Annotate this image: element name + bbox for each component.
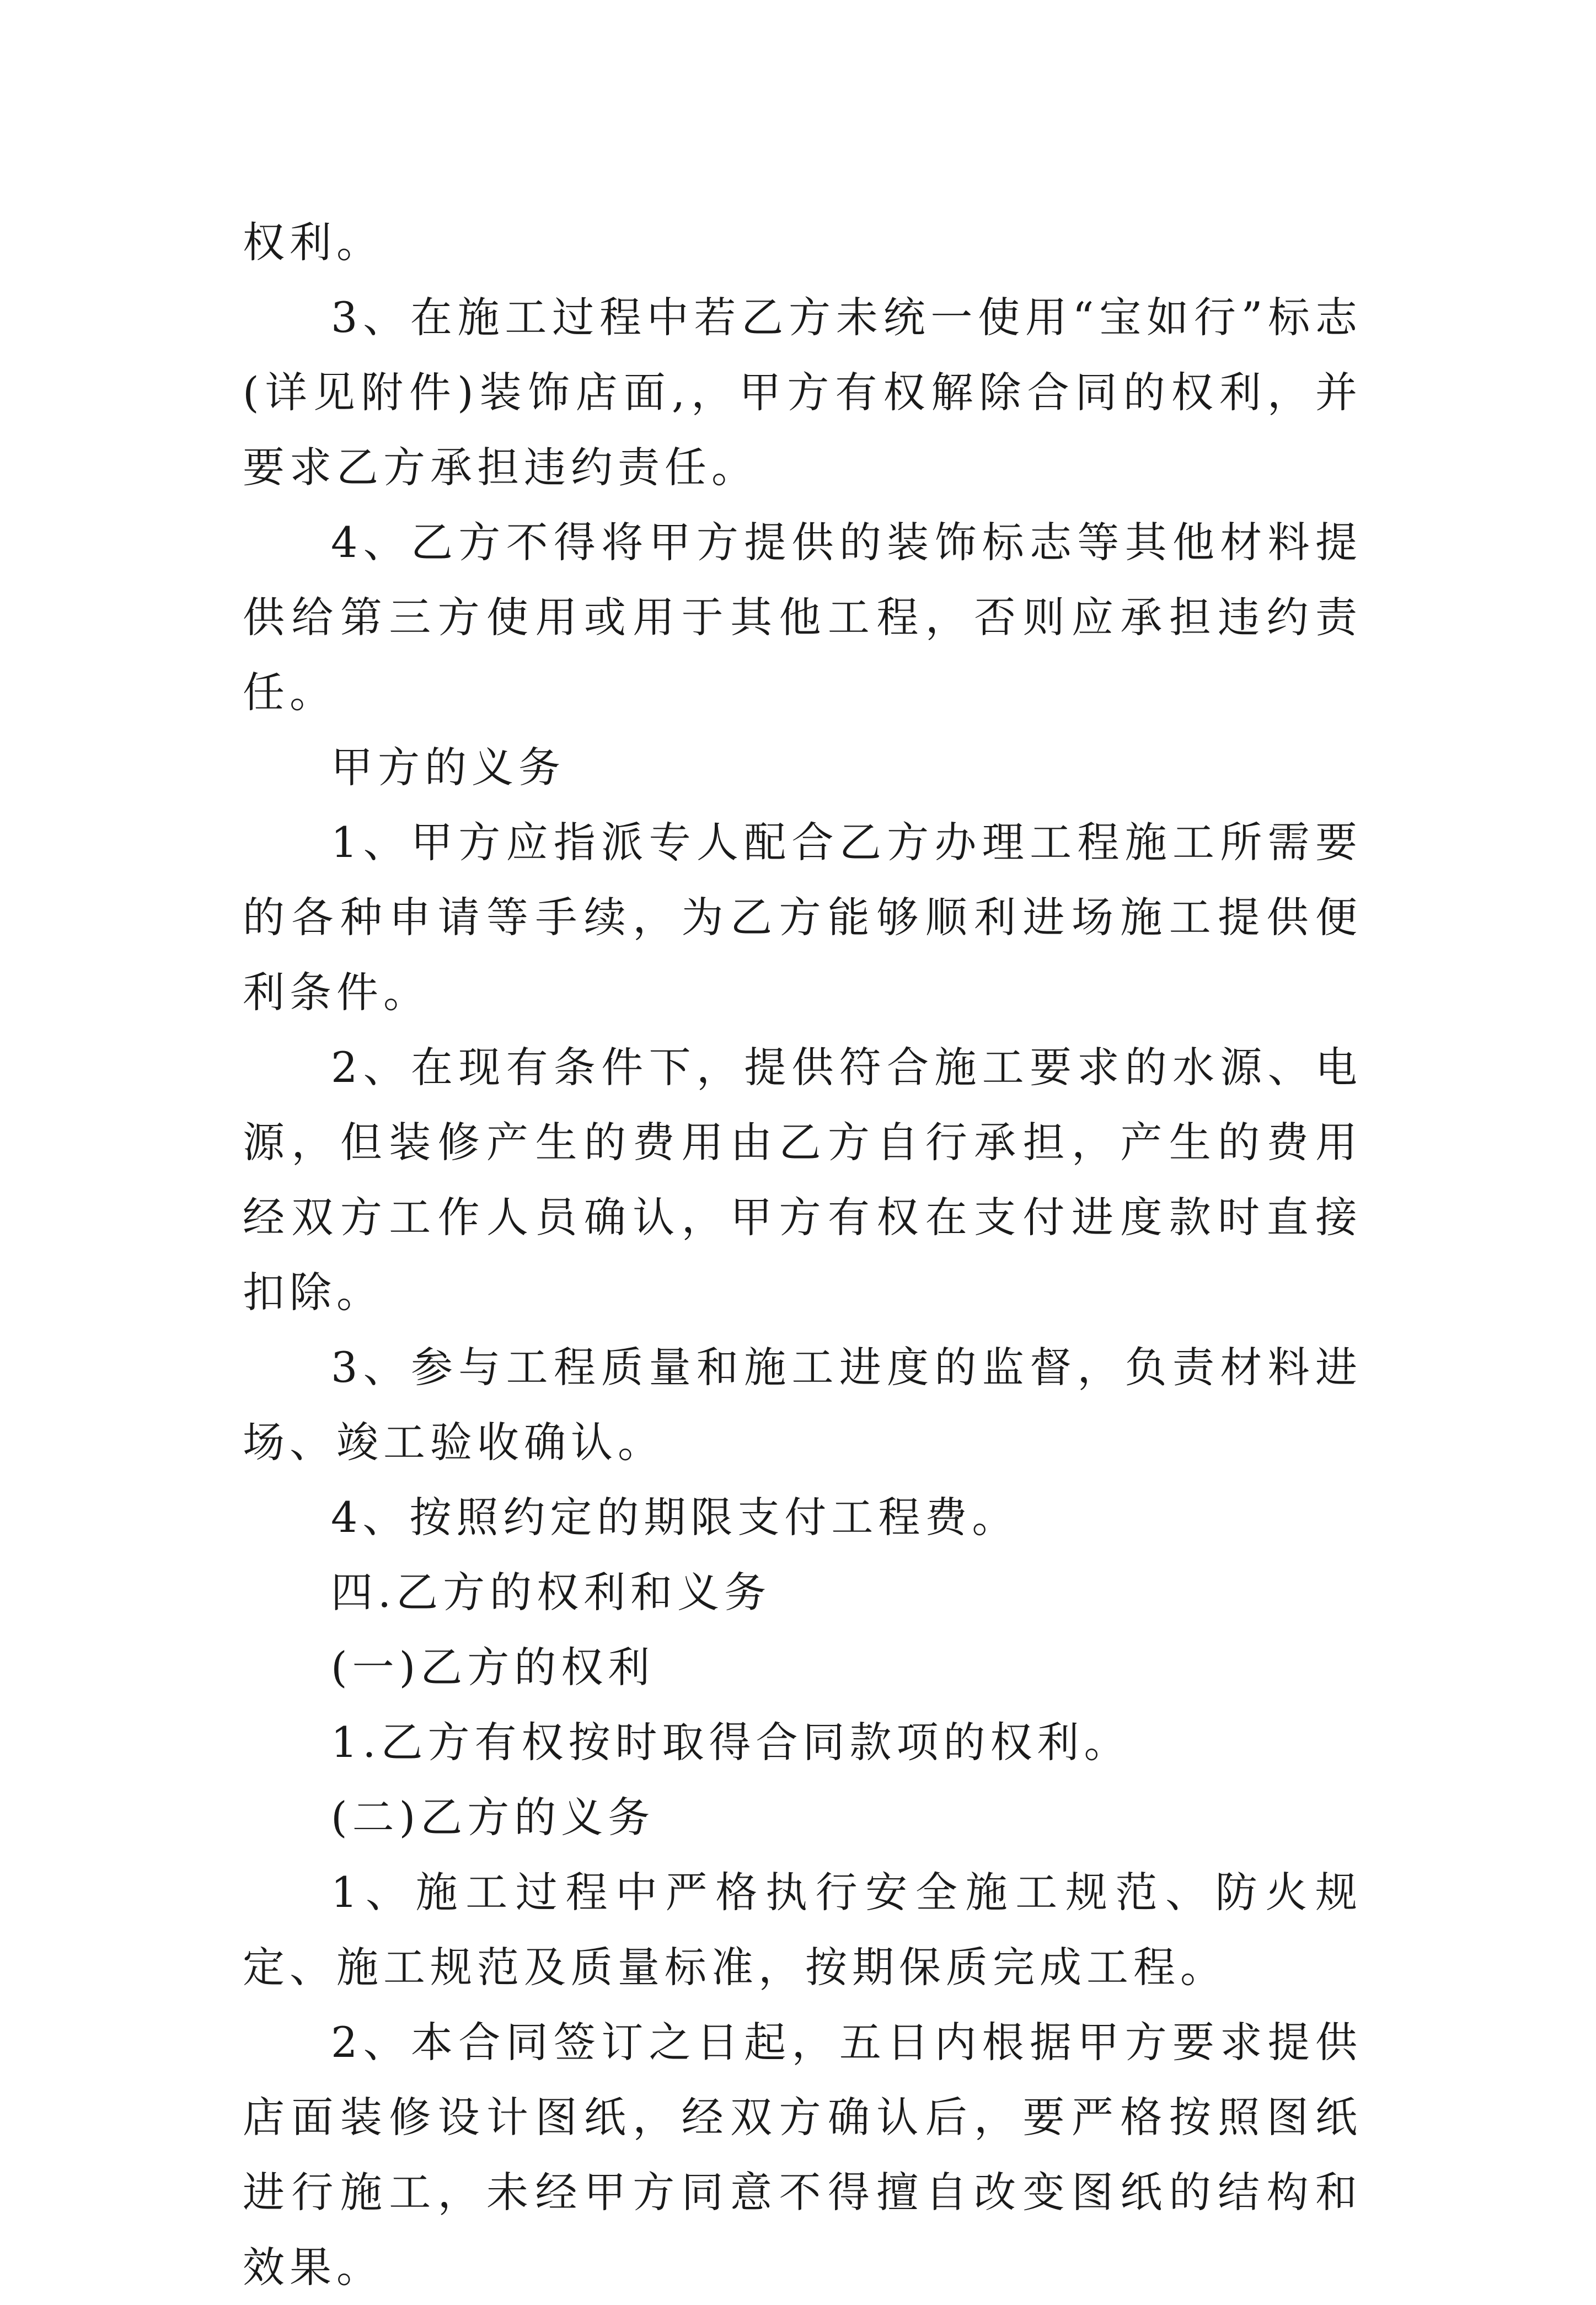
subheading-party-b-rights: (一)乙方的权利 — [331, 1643, 655, 1692]
paragraph-clause-3-logo: 3、在施工过程中若乙方未统一使用“宝如行”标志(详见附件)装饰店面,，甲方有权解除合同的权利，并要求乙方承担违约责任。 — [243, 293, 1362, 492]
paragraph-a-obligation-1: 1、甲方应指派专人配合乙方办理工程施工所需要的各种申请等手续，为乙方能够顺利进场施工提供便利条件。 — [243, 818, 1362, 1017]
paragraph-a-obligation-4: 4、按照约定的期限支付工程费。 — [331, 1493, 1019, 1542]
paragraph-clause-4-materials: 4、乙方不得将甲方提供的装饰标志等其他材料提供给第三方使用或用于其他工程，否则应承担违约责任。 — [243, 518, 1362, 717]
section-heading-party-a-obligations: 甲方的义务 — [331, 743, 565, 792]
paragraph-continuation: 权利。 — [243, 218, 383, 267]
paragraph-b-obligation-2: 2、本合同签订之日起，五日内根据甲方要求提供店面装修设计图纸，经双方确认后，要严格按照图纸进行施工，未经甲方同意不得擅自改变图纸的结构和效果。 — [243, 2018, 1362, 2292]
paragraph-b-right-1: 1.乙方有权按时取得合同款项的权利。 — [331, 1718, 1131, 1767]
paragraph-a-obligation-2: 2、在现有条件下，提供符合施工要求的水源、电源，但装修产生的费用由乙方自行承担，产生的费用经双方工作人员确认，甲方有权在支付进度款时直接扣除。 — [243, 1043, 1362, 1317]
paragraph-b-obligation-1: 1、施工过程中严格执行安全施工规范、防火规定、施工规范及质量标准，按期保质完成工程。 — [243, 1868, 1362, 1992]
subheading-party-b-obligations: (二)乙方的义务 — [331, 1793, 655, 1842]
contract-body — [243, 205, 1362, 2305]
section-heading-party-b: 四.乙方的权利和义务 — [331, 1568, 772, 1617]
paragraph-a-obligation-3: 3、参与工程质量和施工进度的监督，负责材料进场、竣工验收确认。 — [243, 1343, 1362, 1467]
